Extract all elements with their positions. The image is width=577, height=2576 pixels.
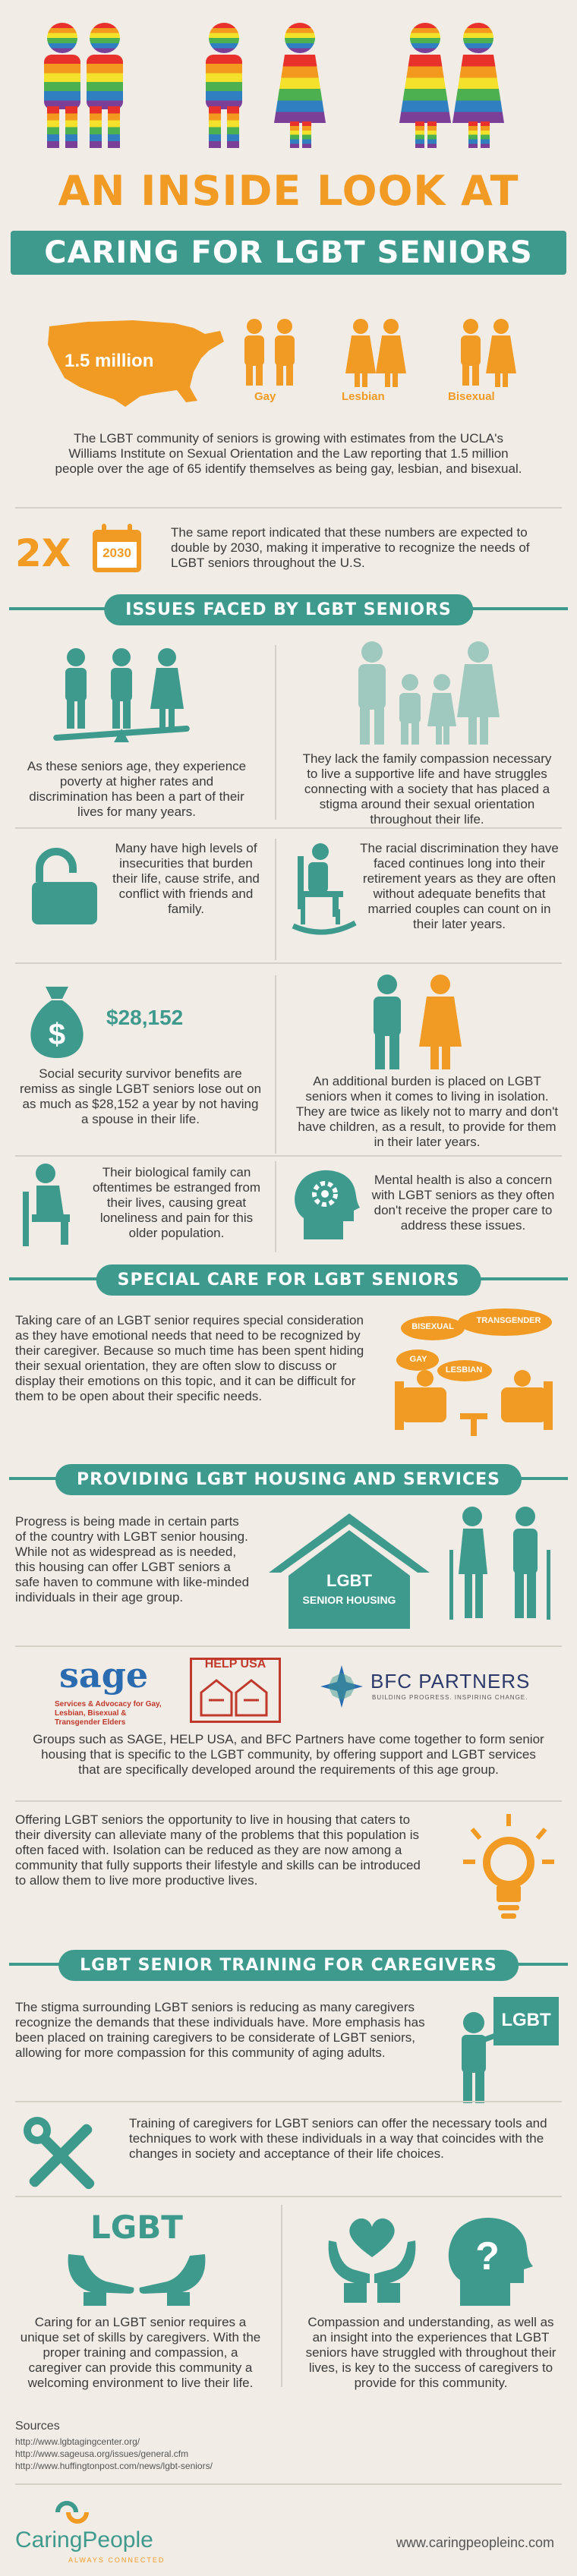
seniors-with-canes-icon	[440, 1504, 562, 1633]
gay-label: Gay	[254, 390, 276, 403]
footer-url[interactable]: www.caringpeopleinc.com	[396, 2535, 554, 2550]
board-label: LGBT	[501, 2010, 551, 2030]
intro-text: The LGBT community of seniors is growing with estimates from the UCLA's Williams Institute on Sexual Orientation and the Law reporting that 1.5 million people over the age of 65 identify themselves as being gay, lesbian, and bisexual.	[55, 431, 522, 476]
rainbow-couples-illustration	[0, 0, 577, 156]
training-text2: Training of caregivers for LGBT seniors can offer the necessary tools and techniques to work with these individuals in a way that coincides with the changes in society and acceptance of their life choices.	[129, 2116, 547, 2161]
sage-logo: sage	[59, 1655, 149, 1696]
issue8-text: Mental health is also a concern with LGBT seniors as they often don't receive the proper care to address these issues.	[371, 1173, 555, 1233]
divider	[275, 1161, 276, 1252]
sources-heading: Sources	[15, 2420, 60, 2433]
svg-text:?: ?	[475, 2234, 500, 2278]
benefit-amount: $28,152	[106, 1006, 184, 1029]
footer-tagline: ALWAYS CONNECTED	[68, 2556, 166, 2564]
training-text4: Compassion and understanding, as well as an insight into the experiences that LGBT seniors have struggled with throughout their lives, is key to the success of caregivers to provide for this community.	[305, 2315, 557, 2390]
footer-brand: CaringPeople	[15, 2527, 153, 2552]
unlocked-padlock-icon	[23, 844, 106, 927]
bfc-star-icon	[319, 1664, 364, 1709]
bubble-bisexual: BISEXUAL	[411, 1322, 454, 1331]
caringpeople-logo-icon	[53, 2497, 91, 2527]
divider	[281, 2205, 282, 2387]
bisexual-label: Bisexual	[448, 390, 495, 403]
svg-text:$: $	[48, 1018, 66, 1051]
double-label: 2X	[15, 531, 71, 575]
lesbian-label: Lesbian	[342, 390, 385, 403]
title-line1: AN INSIDE LOOK AT	[58, 167, 519, 215]
couple-isolation-icon	[357, 974, 478, 1072]
divider	[15, 1155, 562, 1157]
title-block	[0, 161, 577, 275]
housing-text: Progress is being made in certain parts of the country with LGBT senior housing. While not as widespread as is needed, this housing can offer LGBT seniors a safe haven to commune with like-minded individuals in their age group.	[15, 1514, 250, 1604]
divider	[15, 507, 562, 509]
divider	[275, 975, 276, 1154]
training-text3: Caring for an LGBT senior requires a unique set of skills by caregivers. With the proper training and compassion, a caregiver can provide this community a welcoming environment to live their life.	[20, 2315, 261, 2390]
divider	[275, 839, 276, 960]
source-link[interactable]: http://www.huffingtonpost.com/news/lgbt-seniors/	[15, 2461, 213, 2471]
calendar-year: 2030	[102, 546, 131, 560]
sage-tagline: Services & Advocacy for Gay, Lesbian, Bisexual & Transgender Elders	[55, 1700, 162, 1727]
double-text: The same report indicated that these numbers are expected to double by 2030, making it imperative to recognize the needs of LGBT seniors throughout the U.S.	[171, 525, 530, 570]
special-text: Taking care of an LGBT senior requires special consideration as they have emotional needs that need to be recognized by their caregiver. Because so much time has been spent hiding their sexual orientation, they are often slow to discuss or display their emotions on this topic, and it can be difficult for them to be open about their specific needs.	[15, 1313, 364, 1403]
source-link[interactable]: http://www.sageusa.org/issues/general.cfm	[15, 2448, 189, 2459]
family-icon	[349, 641, 501, 748]
issue1-text: As these seniors age, they experience poverty at higher rates and discrimination has been a part of their lives for many years.	[27, 759, 247, 819]
mental-health-head-icon	[288, 1164, 364, 1247]
house-label-line1: LGBT	[326, 1571, 372, 1590]
money-bag-icon	[23, 979, 91, 1063]
bfc-tagline: BUILDING PROGRESS. INSPIRING CHANGE.	[372, 1694, 528, 1701]
title-line2: CARING FOR LGBT SENIORS	[44, 235, 533, 270]
caring-hands-icon	[61, 2247, 213, 2307]
million-stat: 1.5 million	[65, 351, 154, 371]
stats-block	[0, 311, 577, 440]
house-label-line2: SENIOR HOUSING	[302, 1594, 396, 1606]
issue4-text: The racial discrimination they have faced continues long into their retirement years as they are often without adequate benefits that married couples can count on in their later years.	[360, 841, 559, 931]
source-link[interactable]: http://www.lgbtagingcenter.org/	[15, 2436, 140, 2447]
gay-lesbian-bisexual-icons	[235, 317, 554, 401]
bubble-transgender: TRANSGENDER	[476, 1316, 541, 1325]
issue7-text: Their biological family can oftentimes be estranged from their lives, causing great loneliness and pain for this older population.	[92, 1165, 261, 1240]
bubble-lesbian: LESBIAN	[445, 1365, 483, 1375]
divider	[15, 962, 562, 964]
question-head-icon	[440, 2210, 539, 2309]
inequality-scale-icon	[46, 647, 197, 753]
helpusa-house-graphic	[194, 1674, 277, 1718]
header-figures	[0, 0, 577, 156]
training-text1: The stigma surrounding LGBT seniors is reducing as many caregivers recognize the demands that these individuals have. More emphasis has been placed on training caregivers to be considerate of LGBT seniors, allowing for more compassion for this community of aging adults.	[15, 2000, 425, 2060]
bfc-logo: BFC PARTNERS	[370, 1670, 531, 1693]
bubble-gay: GAY	[409, 1355, 427, 1364]
divider	[15, 2483, 562, 2485]
heart-in-hands-icon	[323, 2210, 421, 2309]
divider	[15, 2101, 562, 2102]
issues-banner: ISSUES FACED BY LGBT SENIORS	[104, 594, 473, 625]
hands-label: LGBT	[90, 2209, 183, 2246]
issue6-text: An additional burden is placed on LGBT seniors when it comes to living in isolation. They are twice as likely not to marry and don't have children, as a result, to provide for them in their later years.	[295, 1074, 559, 1149]
offering-text: Offering LGBT seniors the opportunity to live in housing that caters to their diversity can alleviate many of the problems that this population is often faced with. Isolation can be reduced as they are now among a community that fully supports their lifestyle and skills can be introduced to allow them to live more productive lives.	[15, 1812, 421, 1888]
divider	[15, 827, 562, 829]
helpusa-logo: HELP USA	[204, 1658, 266, 1671]
rocking-chair-icon	[290, 841, 358, 940]
issue2-text: They lack the family compassion necessary to live a supportive life and have struggles connecting with a society that has placed a stigma around their sexual orientation throughout their life.	[302, 751, 552, 827]
partners-text: Groups such as SAGE, HELP USA, and BFC Partners have come together to form senior housing that is specific to the LGBT community, by offering support and LGBT services that are specifically developed around the requirements of this age group.	[33, 1732, 544, 1777]
tools-icon	[19, 2114, 102, 2197]
issue3-text: Many have high levels of insecurities that burden their life, cause strife, and conflict with friends and family.	[112, 841, 260, 916]
divider	[15, 1800, 562, 1802]
special-banner: SPECIAL CARE FOR LGBT SENIORS	[96, 1264, 481, 1296]
divider	[15, 2196, 562, 2197]
lonely-senior-icon	[15, 1161, 91, 1252]
divider	[275, 645, 276, 820]
divider	[15, 1645, 562, 1647]
housing-banner: PROVIDING LGBT HOUSING AND SERVICES	[55, 1464, 522, 1495]
lightbulb-icon	[463, 1814, 554, 1928]
training-banner: LGBT SENIOR TRAINING FOR CAREGIVERS	[58, 1950, 519, 1981]
issue5-text: Social security survivor benefits are remiss as single LGBT seniors lose out on as much as $28,152 a year by not having a spouse in their life.	[19, 1066, 262, 1126]
